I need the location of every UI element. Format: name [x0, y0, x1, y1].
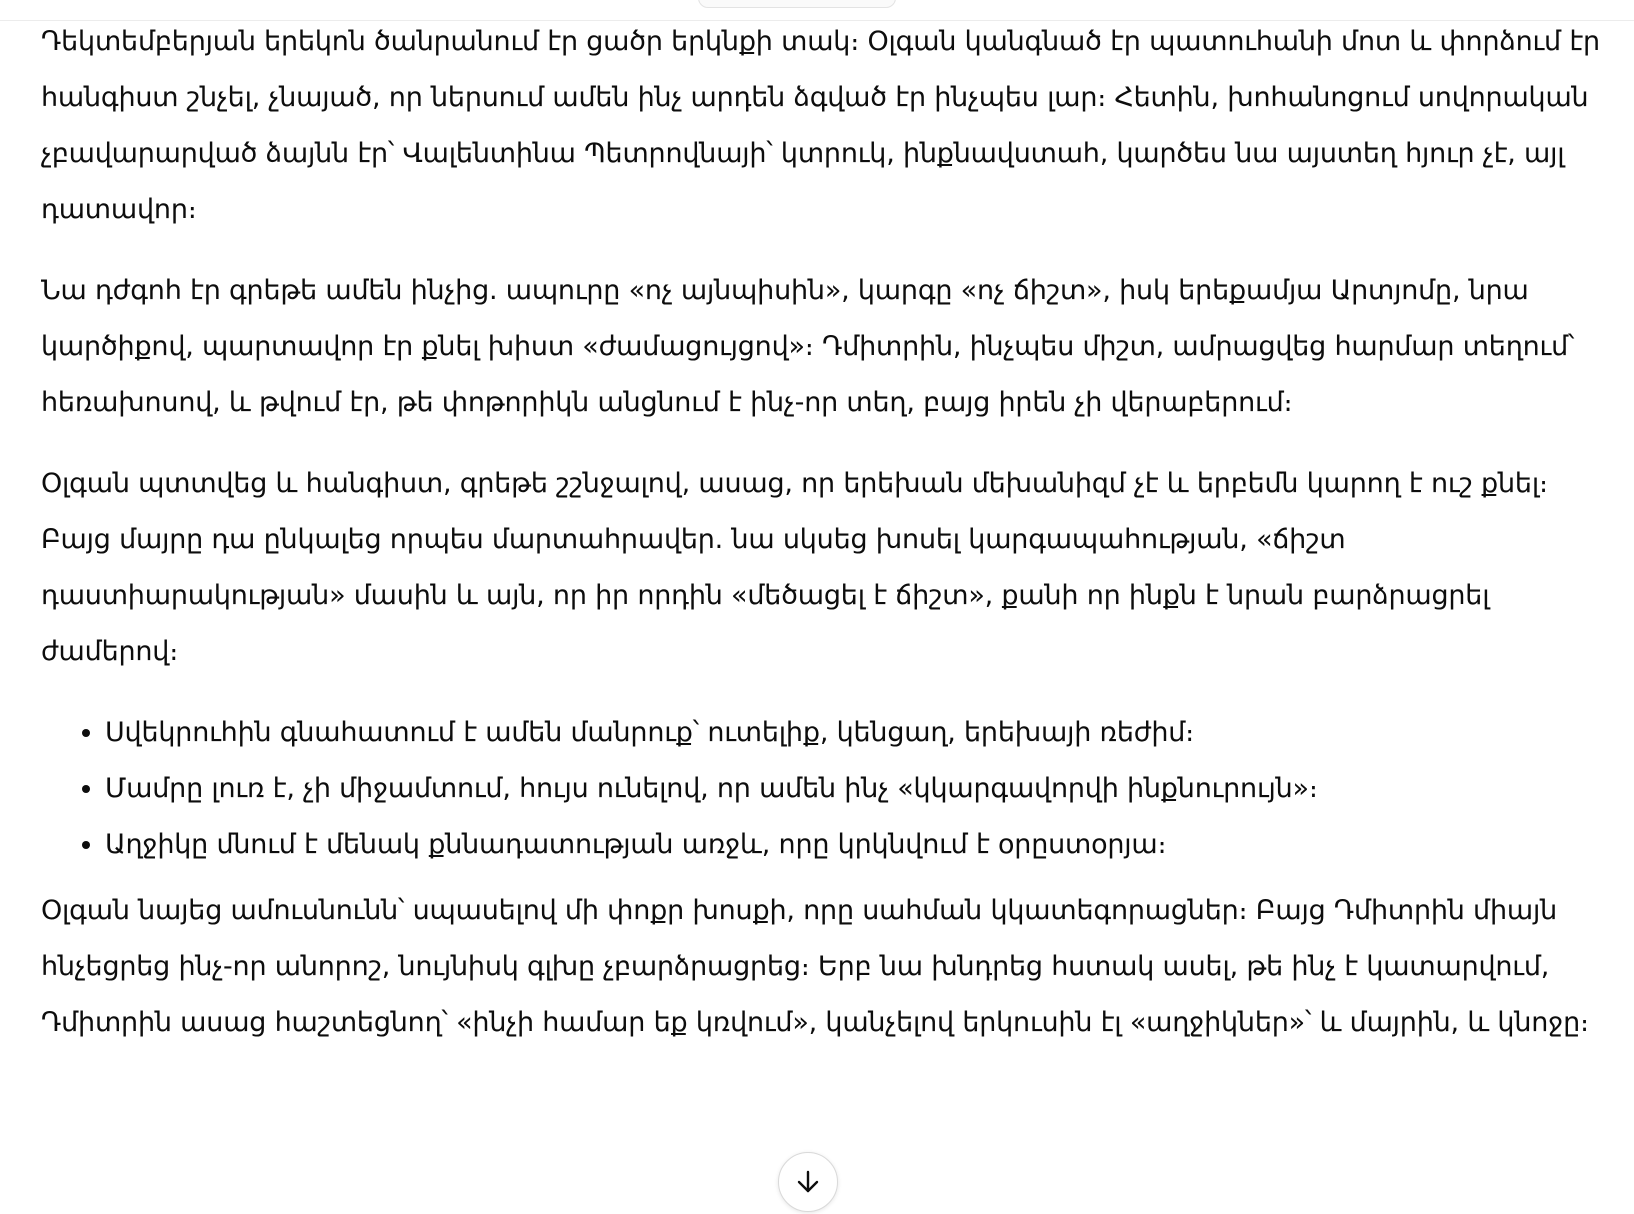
top-pill-control [698, 0, 896, 8]
paragraph-2: Նա դժգոհ էր գրեթե ամեն ինչից. ապուրը «ոչ այնպիսին», կարգը «ոչ ճիշտ», իսկ երեքամյա Արտյոմը, նրա կարծիքով, պարտավոր էր քնել խիստ «ժամացույցով»։ Դմիտրին, ինչպես միշտ, ամրացվեց հարմար տեղում՝ հեռախոսով, և թվում էր, թե փոթորիկն անցնում է ինչ-որ տեղ, բայց իրեն չի վերաբերում։ [41, 275, 1575, 418]
arrow-down-icon [794, 1168, 822, 1196]
paragraph-4: Օլգան նայեց ամուսնունն՝ սպասելով մի փոքր խոսքի, որը սահման կկատեգորացներ։ Բայց Դմիտրին միայն հնչեցրեց ինչ-որ անորոշ, նույնիսկ գլխը չբարձրացրեց։ Երբ նա խնդրեց հստակ ասել, թե ինչ է կատարվում, Դմիտրին ասաց հաշտեցնող՝ «ինչի համար եք կռվում», կանչելով երկուսին էլ «աղջիկներ»՝ և մայրին, և կնոջը։ [41, 895, 1589, 1038]
bullet-item-2: • Մամրը լուռ է, չի միջամտում, հույս ունելով, որ ամեն ինչ «կկարգավորվի ինքնուրույն»։ [105, 761, 1601, 817]
paragraph-1: Դեկտեմբերյան երեկոն ծանրանում էր ցածր երկնքի տակ։ Օլգան կանգնած էր պատուհանի մոտ և փորձում էր հանգիստ շնչել, չնայած, որ ներսում ամեն ինչ արդեն ձգված էր ինչպես լար։ Հետին, խոհանոցում սովորական չբավարարված ձայնն էր՝ Վալենտինա Պետրովնայի՝ կտրուկ, ինքնավստահ, կարծես նա այստեղ հյուր չէ, այլ դատավոր։ [41, 26, 1600, 225]
message-content [41, 14, 1601, 1076]
bullet-item-1: • Սվեկրուհին գնահատում է ամեն մանրուք՝ ուտելիք, կենցաղ, երեխայի ռեժիմ։ [105, 705, 1601, 761]
scroll-to-bottom-button[interactable] [778, 1152, 838, 1212]
paragraph-3: Օլգան պտտվեց և հանգիստ, գրեթե շշնջալով, ասաց, որ երեխան մեխանիզմ չէ և երբեմն կարող է ուշ քնել։ Բայց մայրը դա ընկալեց որպես մարտահրավեր. նա սկսեց խոսել կարգապահության, «ճիշտ դաստիարակության» մասին և այն, որ իր որդին «մեծացել է ճիշտ», քանի որ ինքն է նրան բարձրացրել ժամերով։ [41, 468, 1548, 667]
bullet-list [41, 705, 1601, 873]
bullet-item-3: • Աղջիկը մնում է մենակ քննադատության առջև, որը կրկնվում է օրըստօրյա։ [105, 817, 1601, 873]
